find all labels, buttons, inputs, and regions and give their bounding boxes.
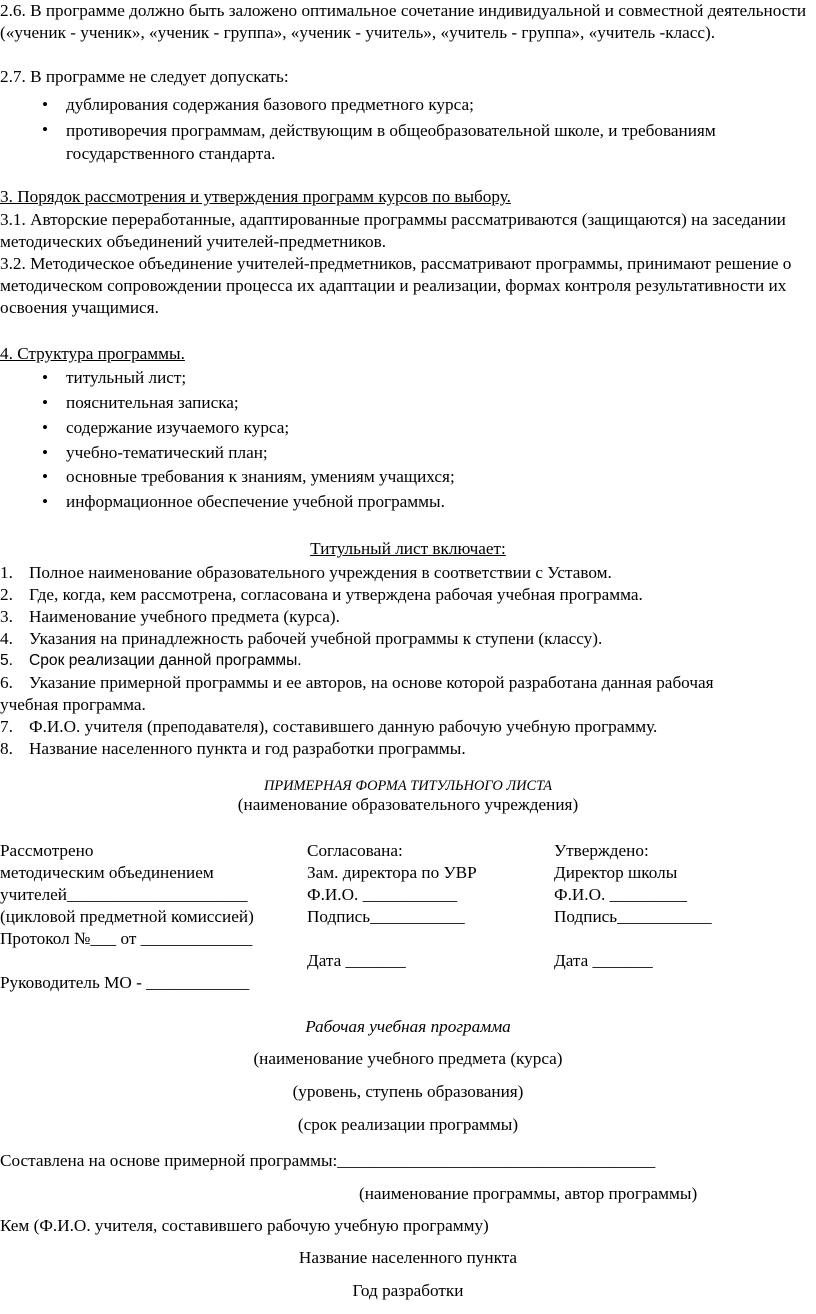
numbered-item — [0, 716, 808, 738]
numbered-item — [0, 584, 808, 606]
item-number: 5. — [0, 652, 14, 669]
col3-line: Подпись___________ — [554, 907, 712, 926]
item-text: Наименование учебного предмета (курса). — [29, 607, 340, 626]
bullet-icon: • — [41, 368, 49, 387]
item-text: Указание примерной программы и ее авторов, на основе которой разработана данная рабочая — [29, 673, 714, 692]
bullet-icon: • — [41, 467, 49, 486]
item-text: Полное наименование образовательного учреждения в соответствии с Уставом. — [29, 563, 612, 582]
numbered-item — [0, 672, 808, 694]
item-number: 7. — [0, 717, 13, 736]
list-item-text: информационное обеспечение учебной программы. — [66, 492, 445, 511]
col2-line: Дата _______ — [307, 951, 406, 970]
institution-placeholder: (наименование образовательного учреждения) — [237, 795, 579, 814]
numbered-item — [0, 650, 808, 672]
paragraph-2-7: 2.7. В программе не следует допускать: — [0, 67, 289, 86]
numbered-item — [0, 606, 808, 628]
bullet-icon: • — [41, 492, 49, 511]
based-on-note: (наименование программы, автор программы) — [359, 1184, 698, 1203]
bullet-icon: • — [41, 443, 49, 462]
title-page-heading: Титульный лист включает: — [310, 539, 506, 558]
col2-line: Согласована: — [307, 841, 403, 860]
paragraph-2-6: 2.6. В программе должно быть заложено оптимальное сочетание индивидуальной и совместной деятельности («ученик - ученик», «ученик - группа», «ученик - учитель», «учитель - группа», «учитель -класс). — [0, 1, 807, 42]
col3-line: Утверждено: — [554, 841, 649, 860]
item-number: 4. — [0, 629, 13, 648]
item-number: 3. — [0, 607, 13, 626]
list-item-text: содержание изучаемого курса; — [66, 418, 290, 437]
col1-line: методическим объединением — [0, 863, 214, 882]
item-number: 2. — [0, 585, 13, 604]
col2-line: Ф.И.О. ___________ — [307, 885, 458, 904]
paragraph-3-2: 3.2. Методическое объединение учителей-предметников, рассматривают программы, принимают решение о методическом сопровождении процесса их адаптации и реализации, формах контроля результативности их освоения учащимися. — [0, 254, 792, 317]
bullet-icon: • — [41, 95, 49, 114]
form-caption: ПРИМЕРНАЯ ФОРМА ТИТУЛЬНОГО ЛИСТА — [263, 778, 553, 794]
col2-line: Подпись___________ — [307, 907, 465, 926]
term-placeholder: (срок реализации программы) — [297, 1115, 519, 1134]
item-text: Ф.И.О. учителя (преподавателя), составившего данную рабочую учебную программу. — [29, 717, 658, 736]
list-item-text: учебно-тематический план; — [66, 443, 268, 462]
list-item-text: титульный лист; — [66, 368, 187, 387]
place-placeholder: Название населенного пункта — [298, 1248, 518, 1267]
paragraph-3-1: 3.1. Авторские переработанные, адаптированные программы рассматриваются (защищаются) на заседании методических объединений учителей-предметников. — [0, 210, 786, 251]
author-line: Кем (Ф.И.О. учителя, составившего рабочую учебную программу) — [0, 1216, 489, 1235]
item-text: Название населенного пункта и год разработки программы. — [29, 739, 466, 758]
bullet-icon: • — [41, 120, 49, 139]
numbered-item — [0, 628, 808, 650]
col1-line: (цикловой предметной комиссией) — [0, 907, 254, 926]
numbered-item — [0, 562, 808, 584]
col1-line: Руководитель МО - ____________ — [0, 973, 250, 992]
numbered-item-continuation: учебная программа. — [0, 695, 146, 714]
numbered-item — [0, 738, 808, 760]
list-item-text: основные требования к знаниям, умениям учащихся; — [66, 467, 455, 486]
bullet-icon: • — [41, 393, 49, 412]
col1-line: Протокол №___ от _____________ — [0, 929, 253, 948]
list-item-text: противоречия программам, действующим в общеобразовательной школе, и требованиям государственного стандарта. — [66, 121, 716, 163]
col3-line: Директор школы — [554, 863, 678, 882]
col1-line: учителей_____________________ — [0, 885, 248, 904]
list-item-text: дублирования содержания базового предметного курса; — [66, 95, 474, 114]
col3-line: Ф.И.О. _________ — [554, 885, 687, 904]
col1-line: Рассмотрено — [0, 841, 94, 860]
subject-placeholder: (наименование учебного предмета (курса) — [253, 1049, 563, 1068]
year-placeholder: Год разработки — [352, 1281, 464, 1300]
list-item-text: пояснительная записка; — [66, 393, 239, 412]
program-title: Рабочая учебная программа — [305, 1017, 511, 1036]
item-number: 6. — [0, 673, 13, 692]
col3-line: Дата _______ — [554, 951, 653, 970]
based-on-line: Составлена на основе примерной программы:_____________________________________ — [0, 1151, 656, 1170]
item-number: 8. — [0, 739, 13, 758]
item-number: 1. — [0, 563, 13, 582]
level-placeholder: (уровень, ступень образования) — [292, 1082, 524, 1101]
section-3-heading: 3. Порядок рассмотрения и утверждения программ курсов по выбору. — [0, 187, 511, 206]
section-4-heading: 4. Структура программы. — [0, 344, 185, 363]
col2-line: Зам. директора по УВР — [307, 863, 477, 882]
item-text: Указания на принадлежность рабочей учебной программы к ступени (классу). — [29, 629, 603, 648]
item-text: Где, когда, кем рассмотрена, согласована и утверждена рабочая учебная программа. — [29, 585, 643, 604]
item-text: Срок реализации данной программы. — [29, 652, 302, 669]
bullet-icon: • — [41, 418, 49, 437]
